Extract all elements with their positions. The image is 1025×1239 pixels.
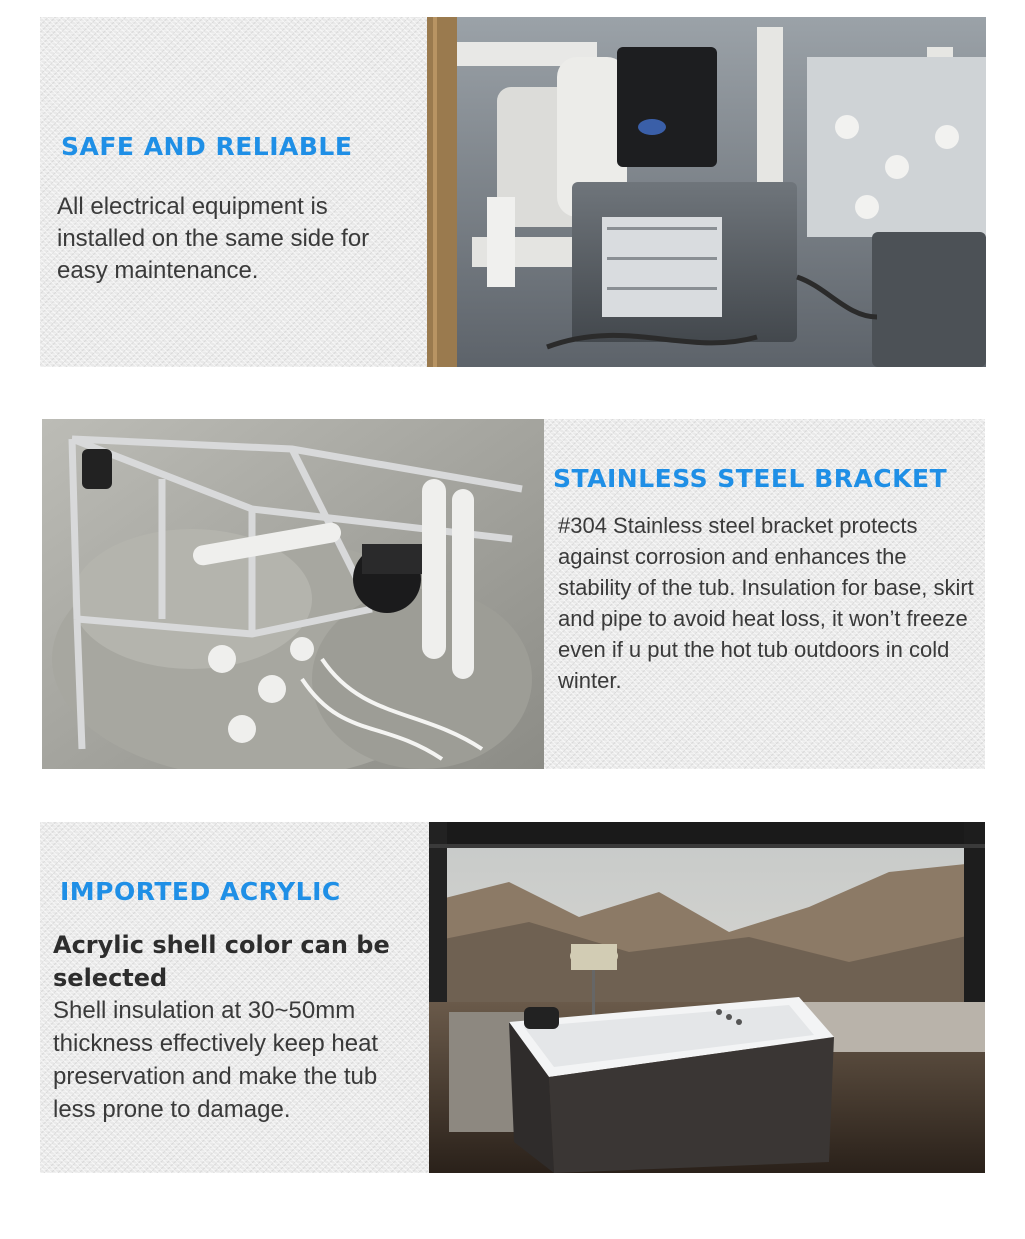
electrical-box-photo	[427, 17, 986, 367]
hot-tub-terrace-photo	[429, 822, 985, 1173]
text-stainless-steel-bracket: #304 Stainless steel bracket protects against corrosion and enhances the stability of the tub. Insulation for base, skirt and pipe to avoid heat loss, it won’t freeze even if u put the hot tub outdoors in cold winter.	[558, 513, 974, 693]
heading-stainless-steel-bracket: STAINLESS STEEL BRACKET	[553, 464, 948, 493]
subheading-acrylic-shell-color: Acrylic shell color can be selected	[53, 931, 390, 992]
text-imported-acrylic: Shell insulation at 30~50mm thickness effectively keep heat preservation and make the tub less prone to damage.	[53, 997, 379, 1123]
stainless-frame-photo	[42, 419, 544, 769]
text-safe-and-reliable: All electrical equipment is installed on the same side for easy maintenance.	[57, 193, 370, 284]
heading-imported-acrylic: IMPORTED ACRYLIC	[60, 877, 341, 906]
heading-safe-and-reliable: SAFE AND RELIABLE	[61, 132, 353, 161]
